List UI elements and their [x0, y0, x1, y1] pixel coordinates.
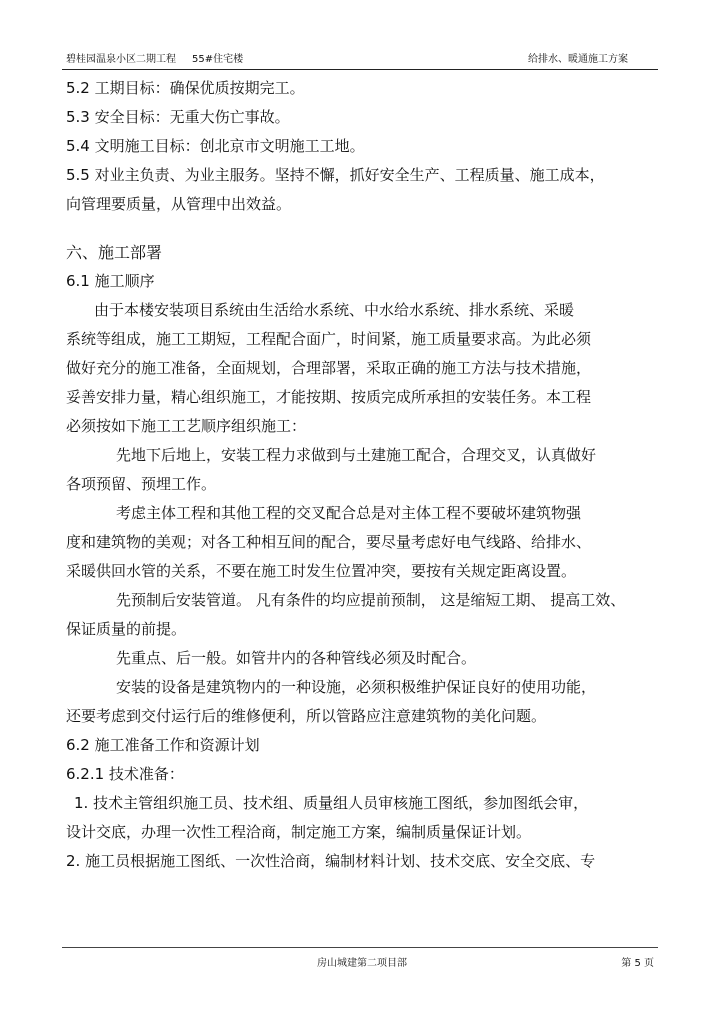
paragraph-line: 保证质量的前提。 — [66, 620, 187, 638]
footer-rule — [62, 947, 658, 948]
paragraph-line: 先重点、后一般。如管井内的各种管线必须及时配合。 — [116, 649, 477, 667]
header-doc-title: 给排水、暖通施工方案 — [528, 54, 628, 65]
header-project: 碧桂园温泉小区二期工程 — [66, 54, 176, 65]
paragraph-line: 还要考虑到交付运行后的维修便利，所以管路应注意建筑物的美化问题。 — [66, 707, 547, 725]
list-item: 1. 技术主管组织施工员、技术组、质量组人员审核施工图纸，参加图纸会审， — [74, 794, 589, 812]
paragraph-line: 度和建筑物的美观；对各工种相互间的配合，要尽量考虑好电气线路、给排水、 — [66, 533, 592, 551]
paragraph-line: 妥善安排力量，精心组织施工，才能按期、按质完成所承担的安装任务。本工程 — [66, 388, 592, 406]
paragraph-line: 做好充分的施工准备，全面规划，合理部署，采取正确的施工方法与技术措施， — [66, 359, 592, 377]
paragraph-line: 由于本楼安装项目系统由生活给水系统、中水给水系统、排水系统、采暖 — [94, 301, 575, 319]
paragraph-line: 向管理要质量，从管理中出效益。 — [66, 195, 292, 213]
paragraph-line: 5.3 安全目标：无重大伤亡事故。 — [66, 108, 290, 126]
page-number: 第 5 页 — [621, 958, 654, 969]
subsection-heading: 6.1 施工顺序 — [66, 272, 155, 290]
paragraph-line: 5.5 对业主负责、为业主服务。坚持不懈，抓好安全生产、工程质量、施工成本， — [66, 166, 605, 184]
subsection-heading: 6.2 施工准备工作和资源计划 — [66, 736, 260, 754]
page-header-left — [66, 50, 243, 65]
document-body — [66, 74, 666, 876]
paragraph-line: 先地下后地上，安装工程力求做到与土建施工配合，合理交叉，认真做好 — [116, 446, 597, 464]
header-building: 55#住宅楼 — [192, 54, 244, 65]
paragraph-line: 5.4 文明施工目标：创北京市文明施工工地。 — [66, 137, 365, 155]
paragraph-line: 必须按如下施工工艺顺序组织施工： — [66, 417, 307, 435]
list-item: 2. 施工员根据施工图纸、一次性洽商，编制材料计划、技术交底、安全交底、专 — [66, 852, 596, 870]
paragraph-line: 5.2 工期目标：确保优质按期完工。 — [66, 79, 305, 97]
paragraph-line: 采暖供回水管的关系，不要在施工时发生位置冲突，要按有关规定距离设置。 — [66, 562, 577, 580]
footer-department: 房山城建第二项目部 — [317, 958, 407, 969]
paragraph-line: 安装的设备是建筑物内的一种设施，必须积极维护保证良好的使用功能， — [116, 678, 597, 696]
paragraph-line: 各项预留、预埋工作。 — [66, 475, 217, 493]
paragraph-line: 考虑主体工程和其他工程的交叉配合总是对主体工程不要破坏建筑物强 — [116, 504, 582, 522]
paragraph-line: 设计交底，办理一次性工程洽商，制定施工方案，编制质量保证计划。 — [66, 823, 532, 841]
subsection-heading: 6.2.1 技术准备： — [66, 765, 184, 783]
header-rule — [62, 69, 658, 70]
paragraph-line: 先预制后安装管道。 凡有条件的均应提前预制， 这是缩短工期、 提高工效、 — [116, 591, 626, 609]
paragraph-line: 系统等组成，施工工期短，工程配合面广，时间紧，施工质量要求高。为此必须 — [66, 330, 592, 348]
section-heading: 六、施工部署 — [66, 243, 163, 262]
